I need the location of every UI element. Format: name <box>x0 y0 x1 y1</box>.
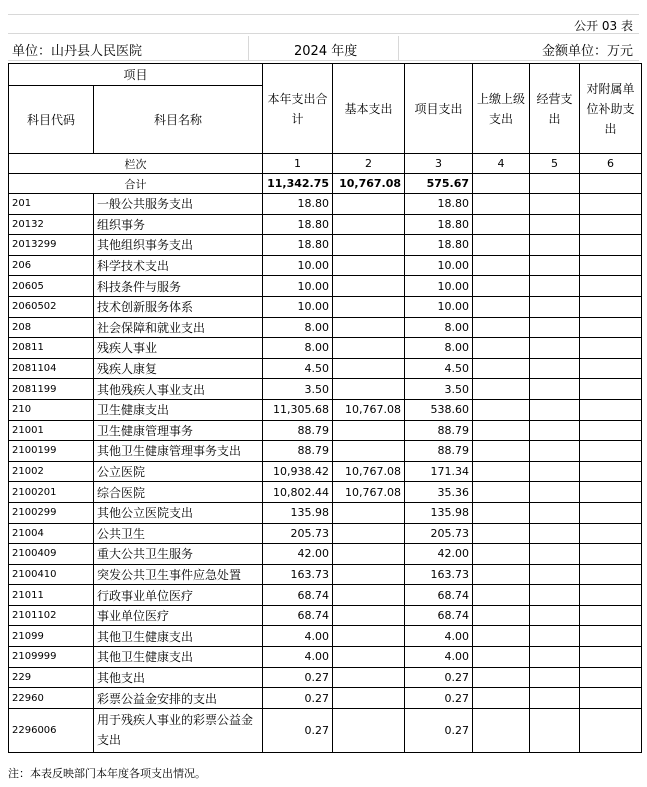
business-amount <box>530 667 580 688</box>
subject-code: 210 <box>9 399 94 420</box>
subsidy-amount <box>580 276 642 297</box>
remit-amount <box>473 626 530 647</box>
subject-name: 社会保障和就业支出 <box>94 317 263 338</box>
remit-amount <box>473 235 530 256</box>
unit-label: 单位：山丹县人民医院 <box>12 44 143 59</box>
business-amount <box>530 235 580 256</box>
subject-code: 2109999 <box>9 647 94 668</box>
header-row <box>9 64 642 86</box>
subsidy-amount <box>580 194 642 215</box>
subsidy-amount <box>580 688 642 709</box>
business-amount <box>530 214 580 235</box>
business-amount <box>530 647 580 668</box>
subject-name: 科技条件与服务 <box>94 276 263 297</box>
remit-amount <box>473 379 530 400</box>
table-row <box>9 482 642 503</box>
table-row <box>9 338 642 359</box>
total-amount: 3.50 <box>263 379 333 400</box>
expenditure-table <box>8 63 642 753</box>
table-row <box>9 605 642 626</box>
table-row <box>9 647 642 668</box>
project-amount: 135.98 <box>405 502 473 523</box>
project-amount: 18.80 <box>405 194 473 215</box>
project-amount: 538.60 <box>405 399 473 420</box>
meta-divider <box>248 36 249 60</box>
remit-amount <box>473 194 530 215</box>
business-amount <box>530 564 580 585</box>
business-amount <box>530 358 580 379</box>
business-amount <box>530 338 580 359</box>
business-amount <box>530 626 580 647</box>
remit-amount <box>473 708 530 752</box>
report-meta-bar <box>8 36 639 61</box>
total-project: 575.67 <box>405 174 473 194</box>
subsidy-amount <box>580 214 642 235</box>
project-amount: 0.27 <box>405 688 473 709</box>
subject-name: 其他残疾人事业支出 <box>94 379 263 400</box>
subject-name: 一般公共服务支出 <box>94 194 263 215</box>
remit-amount <box>473 276 530 297</box>
business-amount <box>530 296 580 317</box>
subject-name: 技术创新服务体系 <box>94 296 263 317</box>
subject-name: 其他卫生健康管理事务支出 <box>94 441 263 462</box>
total-amount: 4.00 <box>263 626 333 647</box>
subsidy-amount <box>580 399 642 420</box>
table-row <box>9 523 642 544</box>
remit-amount <box>473 420 530 441</box>
business-amount <box>530 399 580 420</box>
subject-code: 21004 <box>9 523 94 544</box>
total-amount: 4.50 <box>263 358 333 379</box>
table-row <box>9 441 642 462</box>
basic-amount <box>333 255 405 276</box>
header-code: 科目代码 <box>9 86 94 154</box>
table-row <box>9 214 642 235</box>
total-amount: 135.98 <box>263 502 333 523</box>
subject-code: 2100299 <box>9 502 94 523</box>
subsidy-amount <box>580 461 642 482</box>
subsidy-amount <box>580 667 642 688</box>
basic-amount <box>333 276 405 297</box>
business-amount <box>530 276 580 297</box>
table-row <box>9 708 642 752</box>
total-amount: 10,938.42 <box>263 461 333 482</box>
subsidy-amount <box>580 296 642 317</box>
business-amount <box>530 605 580 626</box>
subject-code: 20132 <box>9 214 94 235</box>
basic-amount <box>333 502 405 523</box>
money-unit-label: 金额单位：万元 <box>541 44 633 59</box>
table-row <box>9 564 642 585</box>
subject-code: 201 <box>9 194 94 215</box>
total-amount: 0.27 <box>263 708 333 752</box>
subject-code: 208 <box>9 317 94 338</box>
project-amount: 8.00 <box>405 338 473 359</box>
total-amount: 10.00 <box>263 276 333 297</box>
subject-name: 事业单位医疗 <box>94 605 263 626</box>
table-row <box>9 461 642 482</box>
subsidy-amount <box>580 379 642 400</box>
business-amount <box>530 194 580 215</box>
project-amount: 10.00 <box>405 276 473 297</box>
subject-name: 其他组织事务支出 <box>94 235 263 256</box>
subsidy-amount <box>580 523 642 544</box>
basic-amount <box>333 523 405 544</box>
subject-code: 2100410 <box>9 564 94 585</box>
table-row <box>9 502 642 523</box>
project-amount: 4.00 <box>405 626 473 647</box>
subject-name: 其他卫生健康支出 <box>94 647 263 668</box>
project-amount: 68.74 <box>405 585 473 606</box>
remit-amount <box>473 255 530 276</box>
table-row <box>9 358 642 379</box>
project-amount: 205.73 <box>405 523 473 544</box>
basic-amount <box>333 708 405 752</box>
business-amount <box>530 688 580 709</box>
business-amount <box>530 502 580 523</box>
business-amount <box>530 708 580 752</box>
business-amount <box>530 420 580 441</box>
subject-code: 2100199 <box>9 441 94 462</box>
header-item: 项目 <box>9 64 263 86</box>
total-business <box>530 174 580 194</box>
business-amount <box>530 441 580 462</box>
subject-code: 2013299 <box>9 235 94 256</box>
subject-name: 行政事业单位医疗 <box>94 585 263 606</box>
total-amount: 205.73 <box>263 523 333 544</box>
subsidy-amount <box>580 564 642 585</box>
basic-amount <box>333 317 405 338</box>
project-amount: 68.74 <box>405 605 473 626</box>
subsidy-amount <box>580 502 642 523</box>
column-index-1: 1 <box>263 154 333 174</box>
table-row <box>9 399 642 420</box>
total-amount: 18.80 <box>263 214 333 235</box>
subject-code: 2081199 <box>9 379 94 400</box>
basic-amount: 10,767.08 <box>333 461 405 482</box>
table-row <box>9 626 642 647</box>
business-amount <box>530 379 580 400</box>
basic-amount <box>333 214 405 235</box>
project-amount: 18.80 <box>405 235 473 256</box>
basic-amount <box>333 358 405 379</box>
subsidy-amount <box>580 647 642 668</box>
project-amount: 10.00 <box>405 296 473 317</box>
total-amount: 0.27 <box>263 688 333 709</box>
business-amount <box>530 544 580 565</box>
remit-amount <box>473 461 530 482</box>
table-note: 注：本表反映部门本年度各项支出情况。 <box>8 767 206 780</box>
column-index-3: 3 <box>405 154 473 174</box>
year-label: 2024 年度 <box>294 44 358 59</box>
subject-name: 重大公共卫生服务 <box>94 544 263 565</box>
subject-code: 2100409 <box>9 544 94 565</box>
remit-amount <box>473 523 530 544</box>
remit-amount <box>473 441 530 462</box>
subject-code: 2296006 <box>9 708 94 752</box>
remit-amount <box>473 338 530 359</box>
business-amount <box>530 482 580 503</box>
subject-name: 公立医院 <box>94 461 263 482</box>
business-amount <box>530 461 580 482</box>
total-amount: 8.00 <box>263 338 333 359</box>
basic-amount <box>333 338 405 359</box>
business-amount <box>530 317 580 338</box>
project-amount: 171.34 <box>405 461 473 482</box>
subsidy-amount <box>580 338 642 359</box>
total-amount: 88.79 <box>263 441 333 462</box>
subject-code: 229 <box>9 667 94 688</box>
subsidy-amount <box>580 626 642 647</box>
total-amount: 11,305.68 <box>263 399 333 420</box>
project-amount: 8.00 <box>405 317 473 338</box>
project-amount: 3.50 <box>405 379 473 400</box>
business-amount <box>530 585 580 606</box>
header-remit: 上缴上级支出 <box>473 64 530 154</box>
total-subsidy <box>580 174 642 194</box>
total-amount: 10.00 <box>263 296 333 317</box>
subject-code: 2100201 <box>9 482 94 503</box>
project-amount: 42.00 <box>405 544 473 565</box>
remit-amount <box>473 296 530 317</box>
column-index-label: 栏次 <box>9 154 263 174</box>
total-amount: 163.73 <box>263 564 333 585</box>
header-total: 本年支出合计 <box>263 64 333 154</box>
remit-amount <box>473 564 530 585</box>
subject-code: 206 <box>9 255 94 276</box>
total-basic: 10,767.08 <box>333 174 405 194</box>
column-index-2: 2 <box>333 154 405 174</box>
form-number: 公开 03 表 <box>574 19 633 33</box>
table-row <box>9 420 642 441</box>
total-amount: 88.79 <box>263 420 333 441</box>
subject-name: 其他公立医院支出 <box>94 502 263 523</box>
remit-amount <box>473 544 530 565</box>
subsidy-amount <box>580 420 642 441</box>
meta-divider <box>398 36 399 60</box>
subject-code: 21099 <box>9 626 94 647</box>
table-row <box>9 317 642 338</box>
business-amount <box>530 523 580 544</box>
basic-amount <box>333 564 405 585</box>
header-business: 经营支出 <box>530 64 580 154</box>
subject-name: 彩票公益金安排的支出 <box>94 688 263 709</box>
basic-amount <box>333 626 405 647</box>
header-project: 项目支出 <box>405 64 473 154</box>
remit-amount <box>473 482 530 503</box>
project-amount: 0.27 <box>405 667 473 688</box>
subject-name: 科学技术支出 <box>94 255 263 276</box>
project-amount: 88.79 <box>405 420 473 441</box>
basic-amount <box>333 441 405 462</box>
column-index-4: 4 <box>473 154 530 174</box>
subject-code: 21001 <box>9 420 94 441</box>
total-amount: 8.00 <box>263 317 333 338</box>
subject-name: 公共卫生 <box>94 523 263 544</box>
total-amount: 4.00 <box>263 647 333 668</box>
subject-code: 2081104 <box>9 358 94 379</box>
total-row <box>9 174 642 194</box>
column-index-5: 5 <box>530 154 580 174</box>
project-amount: 0.27 <box>405 708 473 752</box>
table-row <box>9 255 642 276</box>
total-amount: 18.80 <box>263 194 333 215</box>
project-amount: 18.80 <box>405 214 473 235</box>
remit-amount <box>473 214 530 235</box>
project-amount: 35.36 <box>405 482 473 503</box>
subject-code: 2060502 <box>9 296 94 317</box>
basic-amount: 10,767.08 <box>333 399 405 420</box>
subject-name: 突发公共卫生事件应急处置 <box>94 564 263 585</box>
table-row <box>9 296 642 317</box>
remit-amount <box>473 502 530 523</box>
subject-name: 其他卫生健康支出 <box>94 626 263 647</box>
subject-code: 20605 <box>9 276 94 297</box>
table-row <box>9 194 642 215</box>
column-index-6: 6 <box>580 154 642 174</box>
subject-name: 卫生健康管理事务 <box>94 420 263 441</box>
basic-amount <box>333 194 405 215</box>
subsidy-amount <box>580 544 642 565</box>
basic-amount <box>333 667 405 688</box>
remit-amount <box>473 317 530 338</box>
basic-amount: 10,767.08 <box>333 482 405 503</box>
basic-amount <box>333 605 405 626</box>
subsidy-amount <box>580 605 642 626</box>
basic-amount <box>333 379 405 400</box>
remit-amount <box>473 667 530 688</box>
project-amount: 4.00 <box>405 647 473 668</box>
basic-amount <box>333 235 405 256</box>
subject-name: 残疾人康复 <box>94 358 263 379</box>
subsidy-amount <box>580 317 642 338</box>
table-row <box>9 276 642 297</box>
header-basic: 基本支出 <box>333 64 405 154</box>
subsidy-amount <box>580 585 642 606</box>
table-row <box>9 688 642 709</box>
total-amount: 10,802.44 <box>263 482 333 503</box>
subject-name: 综合医院 <box>94 482 263 503</box>
table-row <box>9 379 642 400</box>
subject-name: 卫生健康支出 <box>94 399 263 420</box>
total-amount: 18.80 <box>263 235 333 256</box>
project-amount: 163.73 <box>405 564 473 585</box>
remit-amount <box>473 358 530 379</box>
subject-code: 21002 <box>9 461 94 482</box>
subsidy-amount <box>580 255 642 276</box>
subsidy-amount <box>580 358 642 379</box>
subsidy-amount <box>580 708 642 752</box>
business-amount <box>530 255 580 276</box>
subsidy-amount <box>580 441 642 462</box>
form-number-bar <box>8 14 639 34</box>
subject-code: 20811 <box>9 338 94 359</box>
total-amount: 68.74 <box>263 605 333 626</box>
project-amount: 88.79 <box>405 441 473 462</box>
remit-amount <box>473 605 530 626</box>
basic-amount <box>333 420 405 441</box>
subject-name: 其他支出 <box>94 667 263 688</box>
basic-amount <box>333 688 405 709</box>
basic-amount <box>333 647 405 668</box>
subject-name: 残疾人事业 <box>94 338 263 359</box>
table-row <box>9 544 642 565</box>
subsidy-amount <box>580 482 642 503</box>
remit-amount <box>473 585 530 606</box>
project-amount: 4.50 <box>405 358 473 379</box>
table-row <box>9 585 642 606</box>
column-index-row <box>9 154 642 174</box>
subject-code: 22960 <box>9 688 94 709</box>
table-row <box>9 235 642 256</box>
total-amount: 42.00 <box>263 544 333 565</box>
total-remit <box>473 174 530 194</box>
remit-amount <box>473 688 530 709</box>
header-subsidy: 对附属单位补助支出 <box>580 64 642 154</box>
subject-code: 2101102 <box>9 605 94 626</box>
total-amount: 11,342.75 <box>263 174 333 194</box>
subject-name: 用于残疾人事业的彩票公益金支出 <box>94 708 263 752</box>
subject-name: 组织事务 <box>94 214 263 235</box>
remit-amount <box>473 647 530 668</box>
project-amount: 10.00 <box>405 255 473 276</box>
subsidy-amount <box>580 235 642 256</box>
basic-amount <box>333 296 405 317</box>
total-amount: 10.00 <box>263 255 333 276</box>
basic-amount <box>333 585 405 606</box>
remit-amount <box>473 399 530 420</box>
total-amount: 68.74 <box>263 585 333 606</box>
total-amount: 0.27 <box>263 667 333 688</box>
basic-amount <box>333 544 405 565</box>
total-label: 合计 <box>9 174 263 194</box>
subject-code: 21011 <box>9 585 94 606</box>
table-row <box>9 667 642 688</box>
header-name: 科目名称 <box>94 86 263 154</box>
